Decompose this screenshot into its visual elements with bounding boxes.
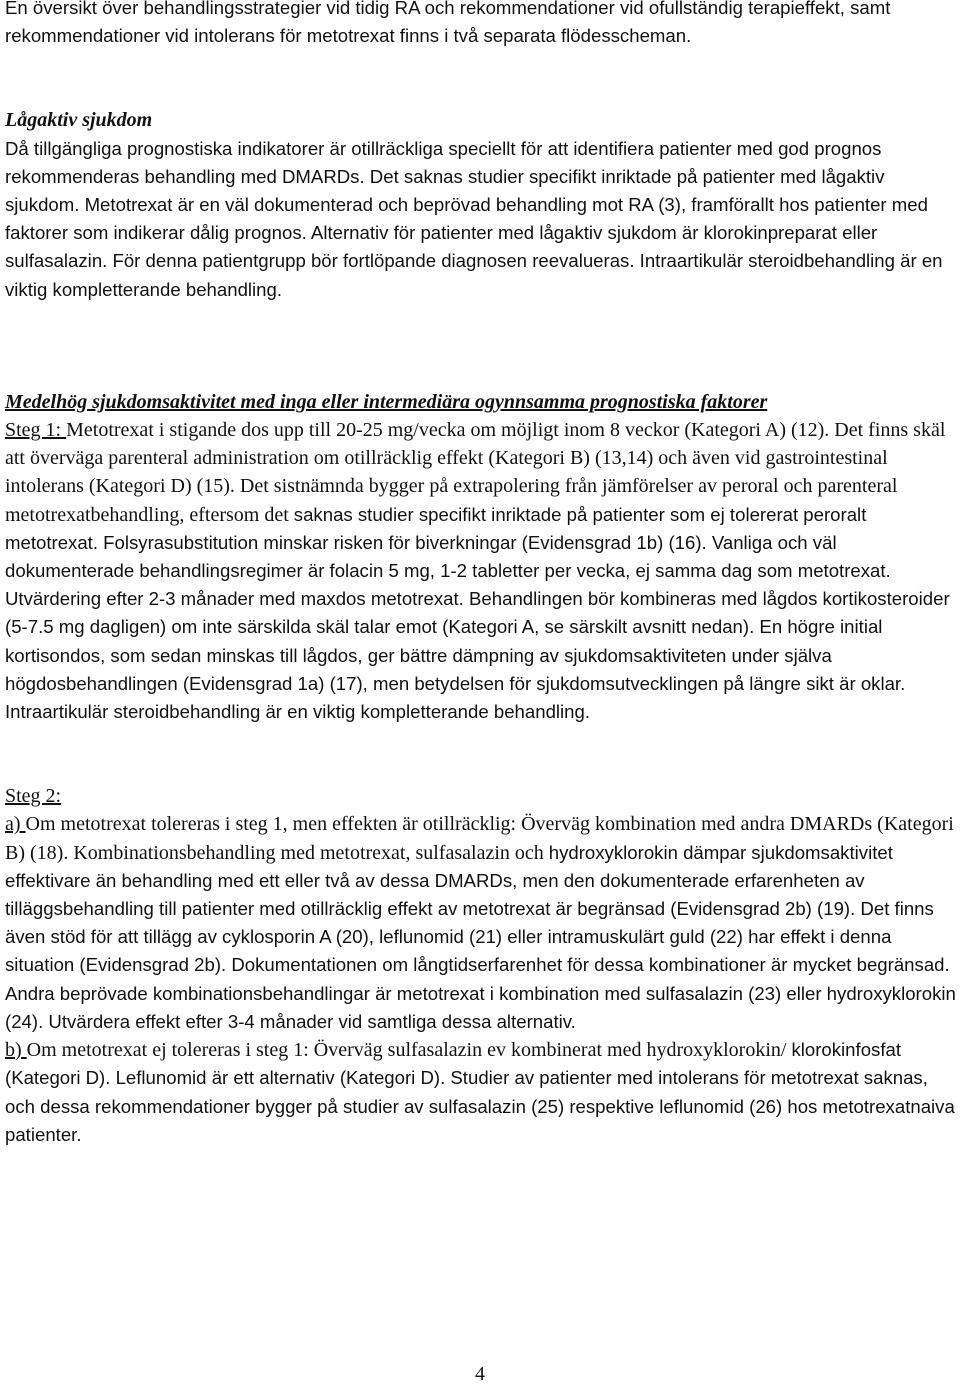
section-mid-heading [5,388,957,416]
intro-paragraph [5,0,957,50]
document-page [5,0,957,1149]
intro-text: En översikt över behandlingsstrategier vid tidig RA och rekommendationer vid ofullständig terapieffekt, samt rekommendationer vid intolerans för metotrexat finns i två separata flödesscheman. [5,0,891,47]
step1-label: Steg 1: [5,419,67,442]
step2-b-text-part1: Om metotrexat ej tolereras i steg 1: Överväg sulfasalazin ev kombinerat med hydroxyklorokin/ [26,1039,792,1062]
step2-b-paragraph [5,1036,957,1149]
spacer [5,726,957,782]
low-activity-heading: Lågaktiv sjukdom [5,109,153,132]
step2-a-paragraph [5,810,957,1036]
section-low-paragraph [5,135,957,304]
step1-text-part2: saknas studier specifikt inriktade på patienter som ej tolererat peroralt metotrexat. Folsyrasubstitution minskar risken för biverkningar (Evidensgrad 1b) (16). Vanliga och väl dokumenterade behandlingsregimer är folacin 5 mg, 1-2 tabletter per vecka, ej samma dag som metotrexat. Utvärdering efter 2-3 månader med maxdos metotrexat. Behandlingen bör kombineras med lågdos kortikosteroider (5-7.5 mg dagligen) om inte särskilda skäl talar emot (Kategori A, se särskilt avsnitt nedan). En högre initial kortisondos, som sedan minskas till lågdos, ger bättre dämpning av sjukdomsaktiviteten under själva högdosbehandlingen (Evidensgrad 1a) (17), men betydelsen för sjukdomsutvecklingen på längre sikt är oklar. Intraartikulär steroidbehandling är en viktig kompletterande behandling. [5,503,950,723]
medium-activity-heading: Medelhög sjukdomsaktivitet med inga eller intermediära ogynnsamma prognostiska faktorer [5,390,768,413]
step2-b-label: b) [5,1039,27,1062]
section-mid-paragraph [5,416,957,726]
step2-b-text-part2: klorokinfosfat (Kategori D). Leflunomid är ett alternativ (Kategori D). Studier av patienter med intolerans för metotrexat saknas, och dessa rekommendationer bygger på studier av sulfasalazin (25) respektive leflunomid (26) hos metotrexatnaiva patienter. [5,1039,955,1145]
step2-a-text-part2: hydroxyklorokin dämpar sjukdomsaktivitet effektivare än behandling med ett eller två av dessa DMARDs, men den dokumenterade erfarenheten av tilläggsbehandling till patienter med otillräcklig effekt av metotrexat är begränsad (Evidensgrad 2b) (19). Det finns även stöd för att tillägg av cyklosporin A (20), leflunomid (21) eller intramuskulärt guld (22) har effekt i denna situation (Evidensgrad 2b). Dokumentationen om långtidserfarenhet för dessa kombinationer är mycket begränsad. Andra beprövade kombinationsbehandlingar är metotrexat i kombination med sulfasalazin (23) eller hydroxyklorokin (24). Utvärdera effekt efter 3-4 månader vid samtliga dessa alternativ. [5,841,956,1032]
spacer [5,50,957,106]
step2-label-line [5,782,957,810]
spacer [5,304,957,388]
page-number: 4 [475,1363,485,1385]
step2-a-text-part1: Om metotrexat tolereras i steg 1, men effekten är otillräcklig: Överväg kombination med andra DMARDs (Kategori B) (18). Kombinationsbehandling med metotrexat, sulfasalazin och [5,813,954,864]
step1-text-part1: Metotrexat i stigande dos upp till 20-25 mg/vecka om möjligt inom 8 veckor (Kategori A) (12). Det finns skäl att överväga parenteral administration om otillräcklig effekt (Kategori B) (13,14) och även vid gastrointestinal intolerans (Kategori D) (15). Det sistnämnda bygger på extrapolering från jämförelser av peroral och parenteral metotrexatbehandling, eftersom det [5,419,946,526]
section-low-heading [5,106,957,134]
low-activity-text: Då tillgängliga prognostiska indikatorer är otillräckliga speciellt för att identifiera patienter med god prognos rekommenderas behandling med DMARDs. Det saknas studier specifikt inriktade på patienter med lågaktiv sjukdom. Metotrexat är en väl dokumenterad och beprövad behandling mot RA (3), framförallt hos patienter med faktorer som indikerar dålig prognos. Alternativ för patienter med lågaktiv sjukdom är klorokinpreparat eller sulfasalazin. För denna patientgrupp bör fortlöpande diagnosen reevalueras. Intraartikulär steroidbehandling är en viktig kompletterande behandling. [5,137,943,300]
step2-label: Steg 2: [5,785,62,808]
step2-a-label: a) [5,813,26,836]
